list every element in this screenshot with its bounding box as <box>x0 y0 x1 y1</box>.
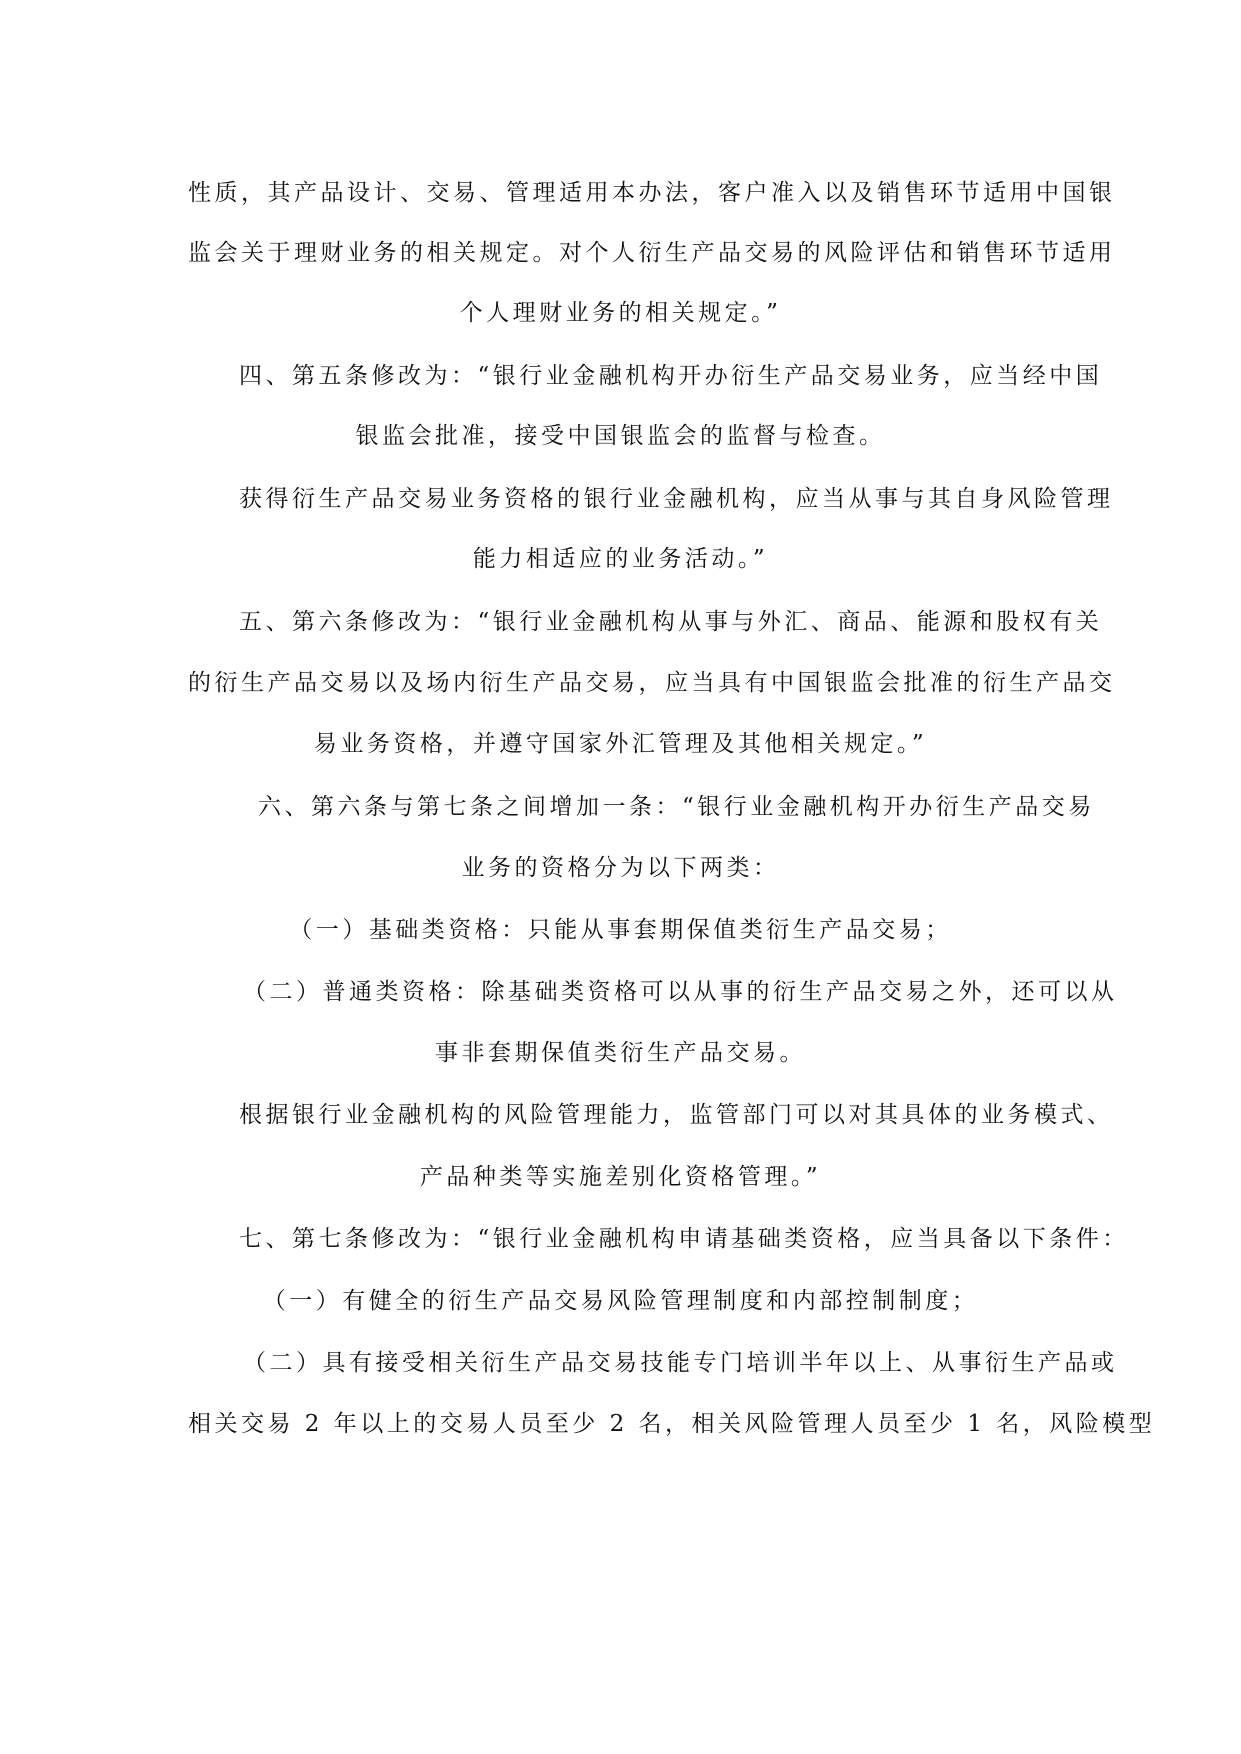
text-line-2: 监会关于理财业务的相关规定。对个人衍生产品交易的风险评估和销售环节适用 <box>188 240 1116 266</box>
text-line-8: 五、第六条修改为：“银行业金融机构从事与外汇、商品、能源和股权有关 <box>239 609 1103 635</box>
text-line-6: 获得衍生产品交易业务资格的银行业金融机构，应当从事与其自身风险管理 <box>239 486 1114 512</box>
text-line-20: （二）具有接受相关衍生产品交易技能专门培训半年以上、从事衍生产品或 <box>243 1350 1118 1376</box>
text-line-15: 事非套期保值类衍生产品交易。 <box>435 1040 806 1066</box>
text-line-3: 个人理财业务的相关规定。” <box>459 300 782 326</box>
text-line-10: 易业务资格，并遵守国家外汇管理及其他相关规定。” <box>313 731 928 757</box>
text-line-14: （二）普通类资格：除基础类资格可以从事的衍生产品交易之外，还可以从 <box>243 979 1118 1005</box>
text-line-12: 业务的资格分为以下两类： <box>461 855 780 881</box>
text-line-16: 根据银行业金融机构的风险管理能力，监管部门可以对其具体的业务模式、 <box>239 1102 1114 1128</box>
text-line-17: 产品种类等实施差别化资格管理。” <box>419 1164 822 1190</box>
text-line-7: 能力相适应的业务活动。” <box>472 546 769 572</box>
text-line-5: 银监会批准，接受中国银监会的监督与检查。 <box>355 423 886 449</box>
text-line-13: （一）基础类资格：只能从事套期保值类衍生产品交易； <box>289 917 952 943</box>
text-line-21: 相关交易 2 年以上的交易人员至少 2 名，相关风险管理人员至少 1 名，风险模型 <box>188 1411 1156 1437</box>
text-line-9: 的衍生产品交易以及场内衍生产品交易，应当具有中国银监会批准的衍生产品交 <box>188 670 1116 696</box>
text-line-4: 四、第五条修改为：“银行业金融机构开办衍生产品交易业务，应当经中国 <box>239 363 1103 389</box>
text-line-1: 性质，其产品设计、交易、管理适用本办法，客户准入以及销售环节适用中国银 <box>188 180 1116 206</box>
text-line-18: 七、第七条修改为：“银行业金融机构申请基础类资格，应当具备以下条件： <box>239 1226 1129 1252</box>
text-line-19: （一）有健全的衍生产品交易风险管理制度和内部控制制度； <box>262 1288 979 1314</box>
text-line-11: 六、第六条与第七条之间增加一条：“银行业金融机构开办衍生产品交易 <box>258 794 1095 820</box>
